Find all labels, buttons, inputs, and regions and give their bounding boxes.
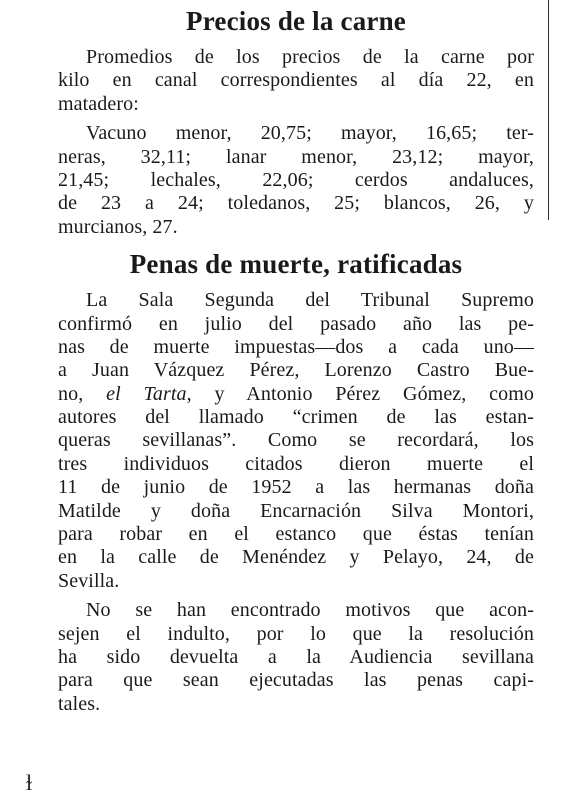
text-fragment: no, xyxy=(58,382,107,405)
text-line: Matilde y doña Encarnación Silva Montori, xyxy=(58,499,534,522)
text-line: para que sean ejecutadas las penas capi- xyxy=(58,669,534,692)
paragraph-meat-intro xyxy=(58,46,534,116)
text-line: murcianos, 27. xyxy=(58,215,178,238)
text-line: nas de muerte impuestas—dos a cada uno— xyxy=(58,335,534,358)
text-line: Promedios de los precios de la carne por xyxy=(86,46,534,68)
paragraph-meat-prices xyxy=(58,122,534,239)
text-line: matadero: xyxy=(58,92,139,115)
text-line: en la calle de Menéndez y Pelayo, 24, de xyxy=(58,546,534,569)
paragraph-pardon xyxy=(58,599,534,716)
text-line: de 23 a 24; toledanos, 25; blancos, 26, y xyxy=(58,192,534,215)
text-line: para robar en el estanco que éstas tenían xyxy=(58,523,534,546)
text-line: queras sevillanas”. Como se recordará, los xyxy=(58,429,534,452)
paragraph-death-sentences xyxy=(58,289,534,593)
text-line: La Sala Segunda del Tribunal Supremo xyxy=(86,289,534,312)
text-line: tres individuos citados dieron muerte el xyxy=(58,452,534,475)
text-line: sejen el indulto, por lo que la resolución xyxy=(58,622,534,645)
text-line: autores del llamado “crimen de las estan- xyxy=(58,406,534,429)
newspaper-column xyxy=(58,0,534,716)
headline-death-sentences: Penas de muerte, ratificadas xyxy=(129,249,463,280)
text-line: kilo en canal correspondientes al día 22, en xyxy=(58,69,534,92)
alias-italic: el Tarta xyxy=(106,382,187,405)
text-line: tales. xyxy=(58,692,101,715)
headline-meat-prices: Precios de la carne xyxy=(186,6,406,36)
text-line: Sevilla. xyxy=(58,569,120,592)
text-fragment: , y Antonio Pérez Gómez, como xyxy=(186,382,534,405)
text-line: ha sido devuelta a la Audiencia sevillana xyxy=(58,645,534,668)
text-line: neras, 32,11; lanar menor, 23,12; mayor, xyxy=(58,145,534,168)
text-line: Vacuno menor, 20,75; mayor, 16,65; ter- xyxy=(86,122,534,145)
print-speck: ɫ xyxy=(26,770,33,795)
text-line: confirmó en julio del pasado año las pe- xyxy=(58,312,534,335)
text-line: 21,45; lechales, 22,06; cerdos andaluces, xyxy=(58,168,534,191)
text-line: a Juan Vázquez Pérez, Lorenzo Castro Bue- xyxy=(58,359,534,382)
text-line-with-alias xyxy=(58,383,534,406)
text-line: No se han encontrado motivos que acon- xyxy=(86,599,534,622)
text-line: 11 de junio de 1952 a las hermanas doña xyxy=(58,476,534,499)
column-rule xyxy=(548,0,549,220)
